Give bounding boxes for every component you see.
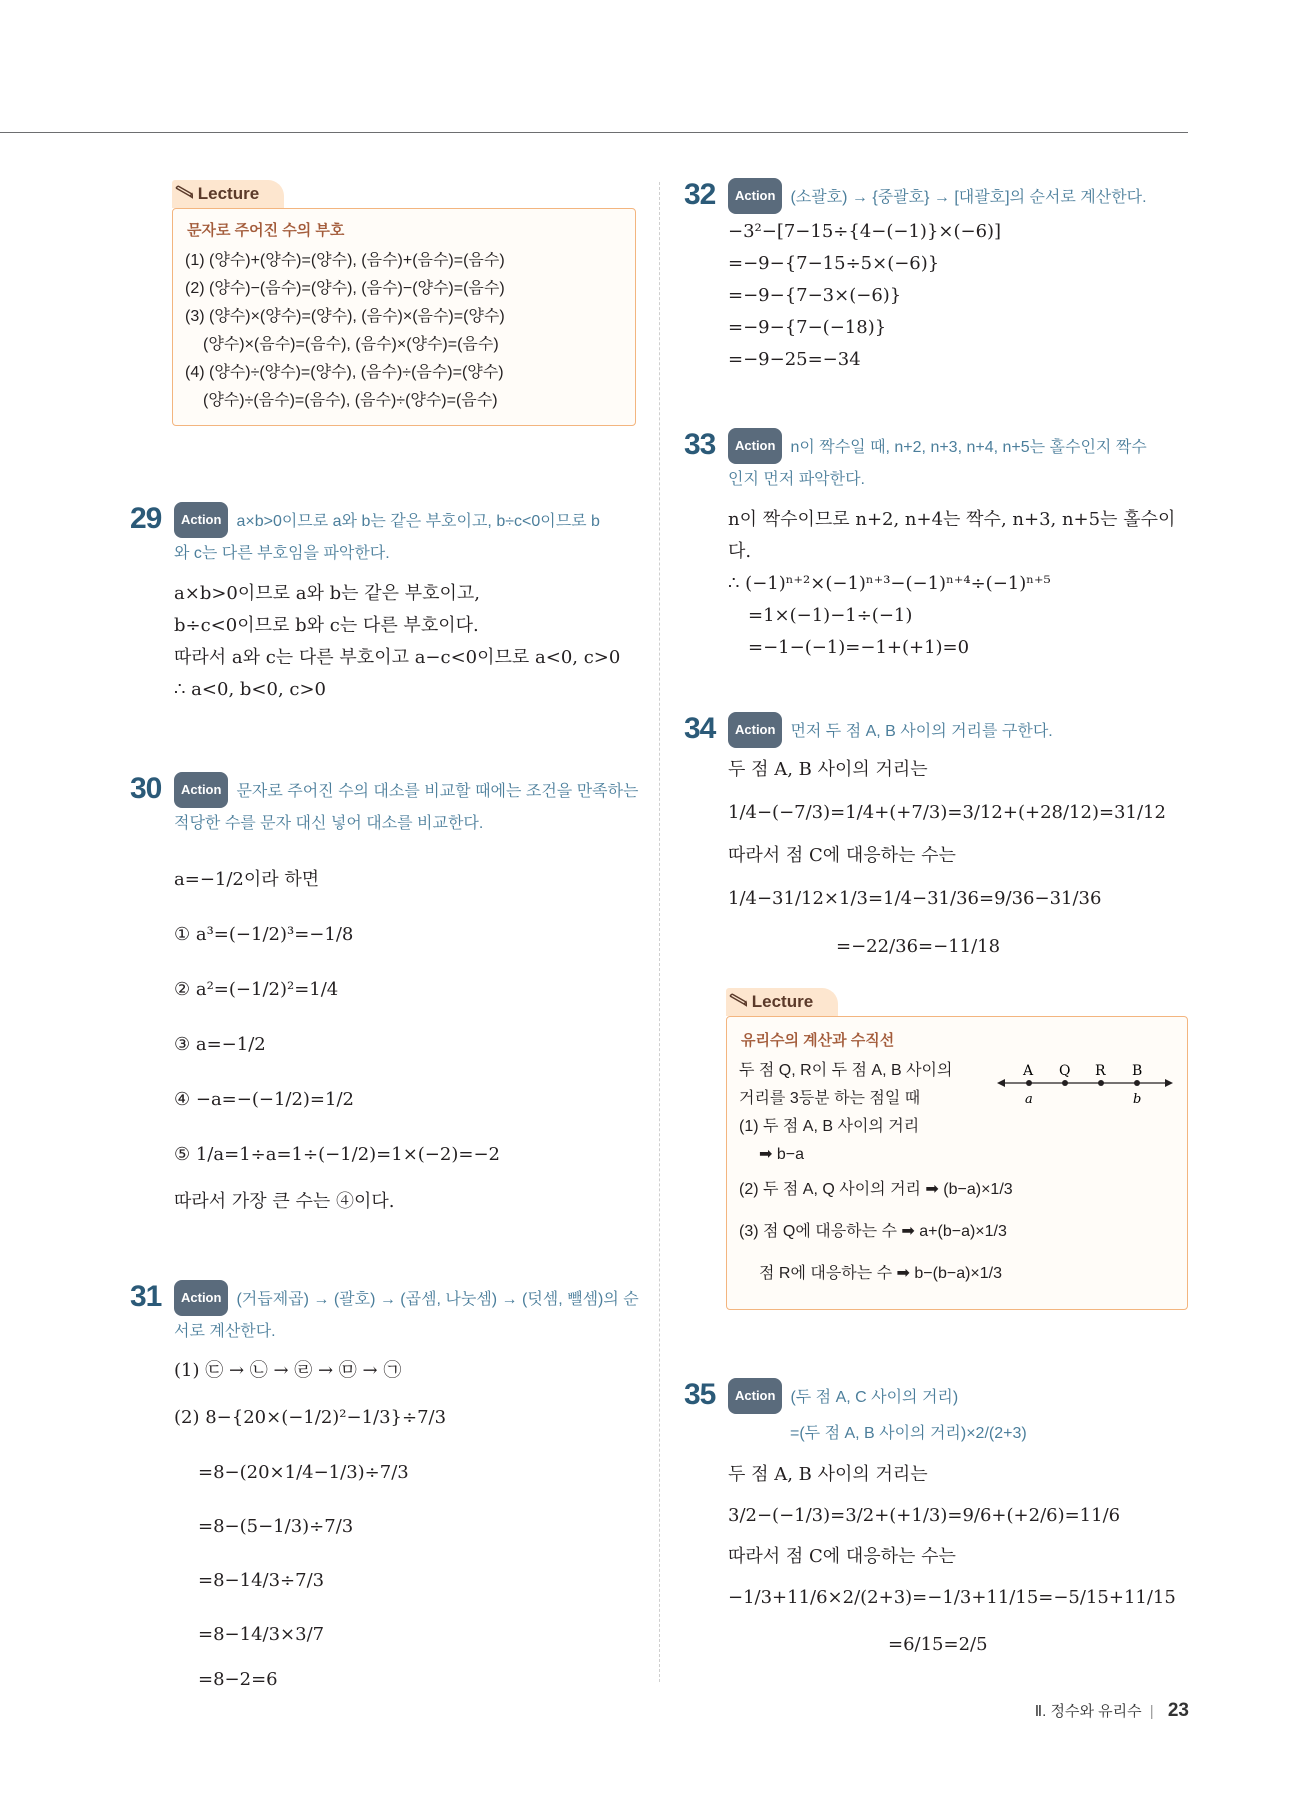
solution-line: a=−1/2이라 하면 bbox=[174, 869, 320, 890]
lecture-box bbox=[726, 1016, 1188, 1310]
action-hint: =(두 점 A, B 사이의 거리)×2/(2+3) bbox=[790, 1425, 1027, 1442]
solution-line: 따라서 가장 큰 수는 ④이다. bbox=[174, 1191, 395, 1212]
lecture-line: (1) 두 점 A, B 사이의 거리 bbox=[739, 1118, 920, 1135]
action-hint: 와 c는 다른 부호임을 파악한다. bbox=[174, 545, 390, 562]
action-hint: 인지 먼저 파악한다. bbox=[728, 471, 865, 488]
action-badge: Action bbox=[174, 1280, 228, 1316]
solution-line: 다. bbox=[728, 541, 752, 562]
point-A bbox=[1026, 1080, 1032, 1086]
solution-line: =−9−{7−3×(−6)} bbox=[728, 285, 902, 306]
action-hint: Action (두 점 A, C 사이의 거리) bbox=[728, 1378, 1188, 1414]
action-hint: Action n이 짝수일 때, n+2, n+3, n+4, n+5는 홀수인지 짝수 bbox=[728, 428, 1188, 464]
pencil-icon bbox=[175, 185, 193, 199]
solution-line: =8−(5−1/3)÷7/3 bbox=[198, 1516, 354, 1537]
solution-line: =−9−{7−(−18)} bbox=[728, 317, 887, 338]
chapter-title: Ⅱ. 정수와 유리수 bbox=[1034, 1703, 1142, 1720]
solution-line: =8−14/3×3/7 bbox=[198, 1624, 325, 1645]
lecture-line: 두 점 Q, R이 두 점 A, B 사이의 bbox=[739, 1062, 953, 1079]
solution-line: =−1−(−1)=−1+(+1)=0 bbox=[748, 637, 970, 658]
action-hint: Action a×b>0이므로 a와 b는 같은 부호이고, b÷c<0이므로 b bbox=[174, 502, 654, 538]
number-line-diagram bbox=[995, 1061, 1175, 1111]
solution-line: ④ −a=−(−1/2)=1/2 bbox=[174, 1089, 354, 1110]
label-A: A bbox=[1023, 1063, 1034, 1079]
problem-number: 32 bbox=[684, 178, 716, 211]
lecture-line: (2) 두 점 A, Q 사이의 거리 ➡ (b−a)×1/3 bbox=[739, 1181, 1013, 1198]
solution-line: 따라서 a와 c는 다른 부호이고 a−c<0이므로 a<0, c>0 bbox=[174, 647, 621, 668]
solution-line: (1) ㉢ → ㉡ → ㉣ → ㉤ → ㉠ bbox=[174, 1360, 402, 1381]
lecture-label: Lecture bbox=[729, 992, 813, 1012]
solution-line: ② a²=(−1/2)²=1/4 bbox=[174, 979, 339, 1000]
lecture-line: (양수)×(음수)=(음수), (음수)×(양수)=(음수) bbox=[203, 336, 499, 353]
action-badge: Action bbox=[174, 772, 228, 808]
label-Q: Q bbox=[1059, 1063, 1071, 1079]
solution-line: =8−(20×1/4−1/3)÷7/3 bbox=[198, 1462, 409, 1483]
pencil-icon bbox=[729, 993, 747, 1007]
label-a: a bbox=[1025, 1092, 1033, 1107]
solution-line: ③ a=−1/2 bbox=[174, 1034, 266, 1055]
lecture-line: (양수)÷(음수)=(음수), (음수)÷(양수)=(음수) bbox=[203, 392, 498, 409]
solution-line: =8−14/3÷7/3 bbox=[198, 1570, 325, 1591]
lecture-title: 문자로 주어진 수의 부호 bbox=[187, 222, 345, 239]
problem-number: 34 bbox=[684, 712, 716, 745]
action-hint: Action 문자로 주어진 수의 대소를 비교할 때에는 조건을 만족하는 bbox=[174, 772, 654, 808]
page-number: 23 bbox=[1167, 1700, 1189, 1721]
solution-line: 두 점 A, B 사이의 거리는 bbox=[728, 1464, 928, 1485]
solution-line: =−9−{7−15÷5×(−6)} bbox=[728, 253, 940, 274]
problem-number: 33 bbox=[684, 428, 716, 461]
action-badge: Action bbox=[728, 178, 782, 214]
header-rule bbox=[0, 132, 1188, 133]
label-R: R bbox=[1095, 1063, 1106, 1079]
problem-number: 31 bbox=[130, 1280, 162, 1313]
point-B bbox=[1134, 1080, 1140, 1086]
lecture-line: (3) 점 Q에 대응하는 수 ➡ a+(b−a)×1/3 bbox=[739, 1223, 1007, 1240]
solution-line: =8−2=6 bbox=[198, 1669, 278, 1690]
lecture-title: 유리수의 계산과 수직선 bbox=[741, 1032, 895, 1049]
lecture-line: (1) (양수)+(양수)=(양수), (음수)+(음수)=(음수) bbox=[185, 252, 505, 269]
point-R bbox=[1098, 1080, 1104, 1086]
lecture-line: (4) (양수)÷(양수)=(양수), (음수)÷(음수)=(양수) bbox=[185, 364, 504, 381]
solution-line: =6/15=2/5 bbox=[888, 1634, 988, 1655]
solution-line: ∴ (−1)ⁿ⁺²×(−1)ⁿ⁺³−(−1)ⁿ⁺⁴÷(−1)ⁿ⁺⁵ bbox=[728, 573, 1051, 594]
action-badge: Action bbox=[728, 712, 782, 748]
solution-line: 두 점 A, B 사이의 거리는 bbox=[728, 759, 928, 780]
solution-line: =1×(−1)−1÷(−1) bbox=[748, 605, 913, 626]
lecture-label: Lecture bbox=[175, 184, 259, 204]
solution-line: 1/4−31/12×1/3=1/4−31/36=9/36−31/36 bbox=[728, 888, 1102, 909]
solution-line: =−22/36=−11/18 bbox=[836, 936, 1001, 957]
page-footer: Ⅱ. 정수와 유리수 | 23 bbox=[1034, 1700, 1189, 1721]
action-badge: Action bbox=[174, 502, 228, 538]
lecture-box bbox=[172, 208, 636, 426]
action-hint: Action (소괄호) → {중괄호} → [대괄호]의 순서로 계산한다. bbox=[728, 178, 1188, 214]
solution-line: ⑤ 1/a=1÷a=1÷(−1/2)=1×(−2)=−2 bbox=[174, 1144, 500, 1165]
action-hint: 서로 계산한다. bbox=[174, 1323, 276, 1340]
lecture-line: ➡ b−a bbox=[759, 1146, 804, 1163]
action-badge: Action bbox=[728, 428, 782, 464]
action-badge: Action bbox=[728, 1378, 782, 1414]
solution-line: ∴ a<0, b<0, c>0 bbox=[174, 679, 326, 700]
problem-number: 35 bbox=[684, 1378, 716, 1411]
solution-line: =−9−25=−34 bbox=[728, 349, 861, 370]
solution-line: 따라서 점 C에 대응하는 수는 bbox=[728, 1546, 956, 1567]
lecture-line: (3) (양수)×(양수)=(양수), (음수)×(음수)=(양수) bbox=[185, 308, 505, 325]
solution-line: (2) 8−{20×(−1/2)²−1/3}÷7/3 bbox=[174, 1407, 447, 1428]
lecture-line: (2) (양수)−(음수)=(양수), (음수)−(양수)=(음수) bbox=[185, 280, 505, 297]
label-B: B bbox=[1132, 1063, 1143, 1079]
lecture-line: 점 R에 대응하는 수 ➡ b−(b−a)×1/3 bbox=[759, 1265, 1003, 1282]
column-divider bbox=[659, 182, 660, 1682]
action-hint: Action (거듭제곱) → (괄호) → (곱셈, 나눗셈) → (덧셈, 뺄셈)의 순 bbox=[174, 1280, 654, 1316]
solution-line: b÷c<0이므로 b와 c는 다른 부호이다. bbox=[174, 615, 479, 636]
solution-line: −1/3+11/6×2/(2+3)=−1/3+11/15=−5/15+11/15 bbox=[728, 1587, 1176, 1608]
action-hint: 적당한 수를 문자 대신 넣어 대소를 비교한다. bbox=[174, 815, 484, 832]
problem-number: 30 bbox=[130, 772, 162, 805]
solution-line: ① a³=(−1/2)³=−1/8 bbox=[174, 924, 354, 945]
solution-line: 1/4−(−7/3)=1/4+(+7/3)=3/12+(+28/12)=31/12 bbox=[728, 802, 1166, 823]
problem-number: 29 bbox=[130, 502, 162, 535]
point-Q bbox=[1062, 1080, 1068, 1086]
label-b: b bbox=[1133, 1092, 1142, 1107]
solution-line: 3/2−(−1/3)=3/2+(+1/3)=9/6+(+2/6)=11/6 bbox=[728, 1505, 1121, 1526]
solution-line: a×b>0이므로 a와 b는 같은 부호이고, bbox=[174, 583, 480, 604]
action-hint: Action 먼저 두 점 A, B 사이의 거리를 구한다. bbox=[728, 712, 1188, 748]
solution-line: −3²−[7−15÷{4−(−1)}×(−6)] bbox=[728, 221, 1002, 242]
solution-line: n이 짝수이므로 n+2, n+4는 짝수, n+3, n+5는 홀수이 bbox=[728, 509, 1176, 530]
solution-line: 따라서 점 C에 대응하는 수는 bbox=[728, 845, 956, 866]
lecture-line: 거리를 3등분 하는 점일 때 bbox=[739, 1090, 921, 1107]
